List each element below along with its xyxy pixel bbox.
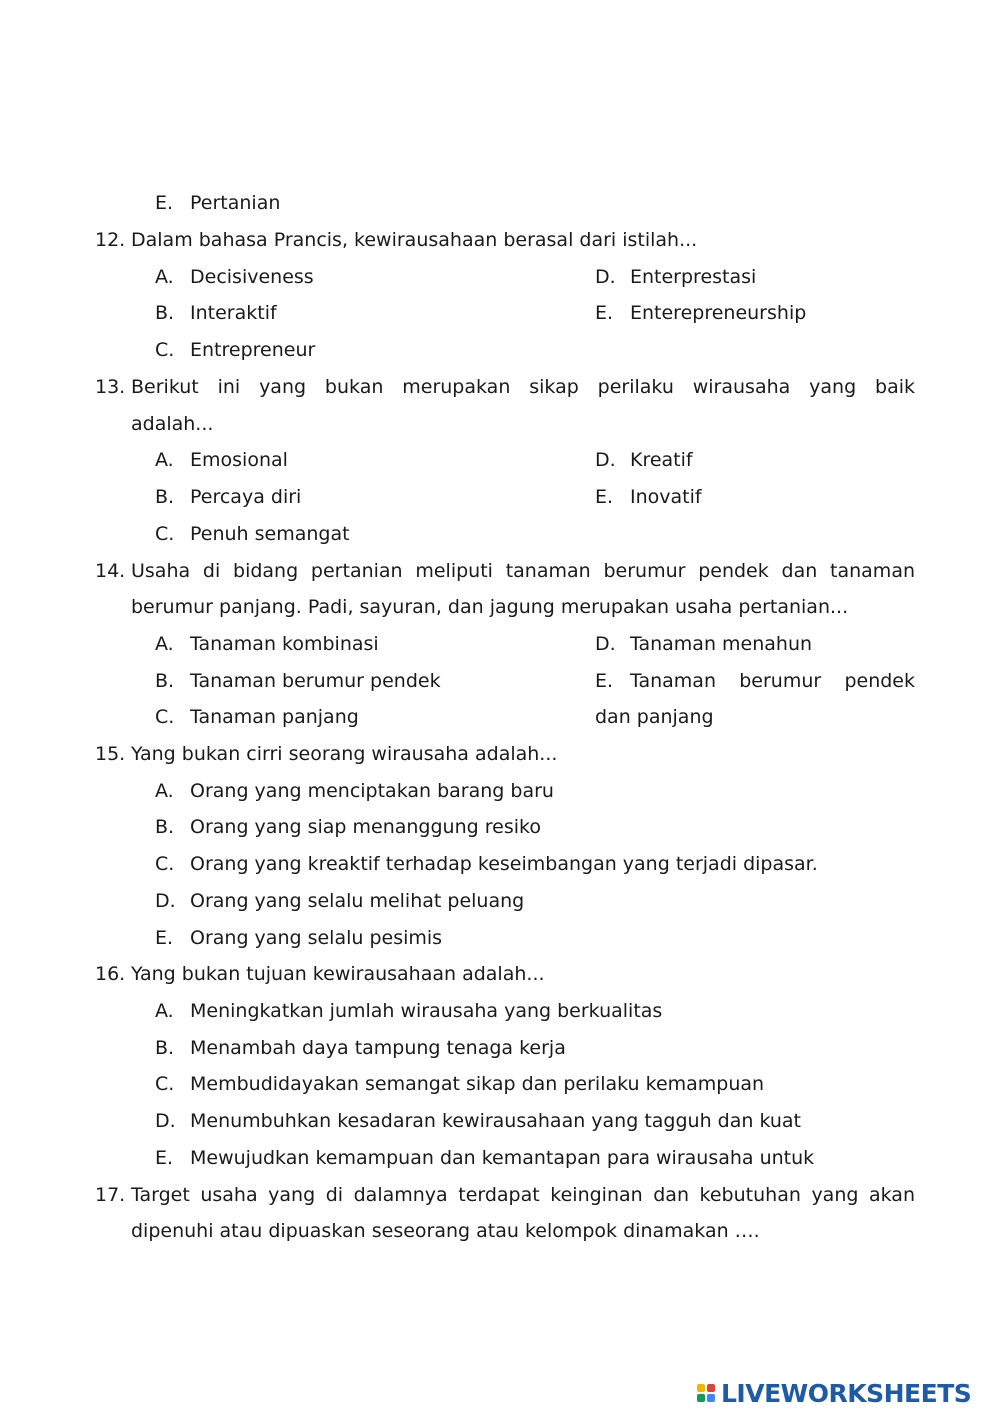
option-letter: C. (155, 339, 175, 361)
question-text-line-2: dipenuhi atau dipuaskan seseorang atau kelompok dinamakan …. (131, 1220, 760, 1242)
option-letter: E. (155, 192, 174, 214)
question-text: Dalam bahasa Prancis, kewirausahaan berasal dari istilah... (131, 229, 698, 251)
option-d (155, 889, 524, 913)
option-letter: B. (155, 1037, 175, 1059)
option-letter: A. (155, 266, 174, 288)
option-d (155, 1109, 801, 1133)
option-text: Orang yang kreaktif terhadap keseimbangan yang terjadi dipasar. (190, 853, 818, 875)
option-b (155, 485, 301, 509)
option-letter: D. (595, 266, 616, 288)
option-c (155, 852, 818, 876)
question-number: 17. (95, 1184, 126, 1206)
question-text-line-2: berumur panjang. Padi, sayuran, dan jagung merupakan usaha pertanian... (131, 596, 849, 618)
question-number: 14. (95, 560, 126, 582)
option-letter: E. (155, 1147, 174, 1169)
option-d (595, 448, 693, 472)
option-b (155, 815, 541, 839)
option-text: Tanaman menahun (630, 633, 813, 655)
option-letter: B. (155, 486, 175, 508)
option-letter: A. (155, 449, 174, 471)
option-a (155, 448, 288, 472)
option-text: Enterepreneurship (630, 302, 807, 324)
option-e (595, 485, 702, 509)
option-text: Tanaman panjang (190, 706, 359, 728)
option-letter: E. (595, 302, 614, 324)
option-c (155, 1072, 764, 1096)
option-d (595, 632, 812, 656)
option-e (155, 926, 442, 950)
option-e (595, 669, 915, 693)
question-text-line-1: Usaha di bidang pertanian meliputi tanaman berumur pendek dan tanaman (131, 560, 915, 582)
option-letter: D. (595, 633, 616, 655)
option-text: Mewujudkan kemampuan dan kemantapan para wirausaha untuk (190, 1147, 815, 1169)
option-text: Meningkatkan jumlah wirausaha yang berkualitas (190, 1000, 663, 1022)
question-number: 16. (95, 963, 126, 985)
logo-mark-icon (697, 1384, 715, 1402)
option-text: Orang yang selalu pesimis (190, 927, 443, 949)
option-b (155, 1036, 566, 1060)
option-text: Orang yang menciptakan barang baru (190, 780, 554, 802)
option-letter: B. (155, 302, 175, 324)
option-c (155, 338, 315, 362)
logo-square (707, 1384, 715, 1392)
question-text: Yang bukan cirri seorang wirausaha adalah... (131, 743, 558, 765)
option-letter: B. (155, 816, 175, 838)
option-letter: A. (155, 1000, 174, 1022)
option-letter: C. (155, 853, 175, 875)
logo-square (697, 1384, 705, 1392)
option-letter: C. (155, 523, 175, 545)
option-text: Menambah daya tampung tenaga kerja (190, 1037, 566, 1059)
logo-text: LIVEWORKSHEETS (721, 1378, 972, 1408)
option-b (155, 301, 277, 325)
question-text-line-1: Target usaha yang di dalamnya terdapat keinginan dan kebutuhan yang akan (131, 1184, 915, 1206)
option-a (155, 632, 379, 656)
option-c (155, 705, 359, 729)
option-text: Menumbuhkan kesadaran kewirausahaan yang tagguh dan kuat (190, 1110, 801, 1132)
option-letter: D. (595, 449, 616, 471)
option-letter: C. (155, 706, 175, 728)
option-letter: A. (155, 780, 174, 802)
option-b (155, 669, 441, 693)
option-letter: D. (155, 890, 176, 912)
question-text-line-2: adalah... (131, 413, 214, 435)
option-prev-e (155, 191, 280, 215)
option-text: Orang yang selalu melihat peluang (190, 890, 525, 912)
option-e (595, 301, 806, 325)
option-letter: E. (595, 670, 614, 692)
option-d (595, 265, 756, 289)
logo-square (697, 1394, 705, 1402)
option-a (155, 265, 314, 289)
option-a (155, 779, 554, 803)
option-letter: D. (155, 1110, 176, 1132)
option-letter: A. (155, 633, 174, 655)
question-text-line-1: Berikut ini yang bukan merupakan sikap perilaku wirausaha yang baik (131, 376, 915, 398)
question-number: 12. (95, 229, 126, 251)
option-letter: E. (595, 486, 614, 508)
option-text: Enterprestasi (630, 266, 757, 288)
logo-square (707, 1394, 715, 1402)
option-text: Membudidayakan semangat sikap dan perilaku kemampuan (190, 1073, 765, 1095)
option-text: Inovatif (630, 486, 702, 508)
question-number: 13. (95, 376, 126, 398)
option-text: Interaktif (190, 302, 277, 324)
question-text: Yang bukan tujuan kewirausahaan adalah... (131, 963, 545, 985)
option-a (155, 999, 662, 1023)
liveworksheets-logo (697, 1378, 971, 1408)
option-text: Kreatif (630, 449, 693, 471)
option-text: Percaya diri (190, 486, 302, 508)
option-text: Penuh semangat (190, 523, 350, 545)
option-text: Entrepreneur (190, 339, 316, 361)
option-text: Orang yang siap menanggung resiko (190, 816, 541, 838)
option-text: Tanaman kombinasi (190, 633, 379, 655)
option-letter: B. (155, 670, 175, 692)
option-text: Emosional (190, 449, 288, 471)
question-number: 15. (95, 743, 126, 765)
option-c (155, 522, 350, 546)
option-e-continuation: dan panjang (595, 706, 714, 728)
option-e (155, 1146, 814, 1170)
option-letter: C. (155, 1073, 175, 1095)
option-letter: E. (155, 927, 174, 949)
option-text: Pertanian (190, 192, 281, 214)
option-text: Tanaman berumur pendek (190, 670, 441, 692)
option-text: Decisiveness (190, 266, 314, 288)
option-text: Tanaman berumur pendek (630, 670, 915, 692)
